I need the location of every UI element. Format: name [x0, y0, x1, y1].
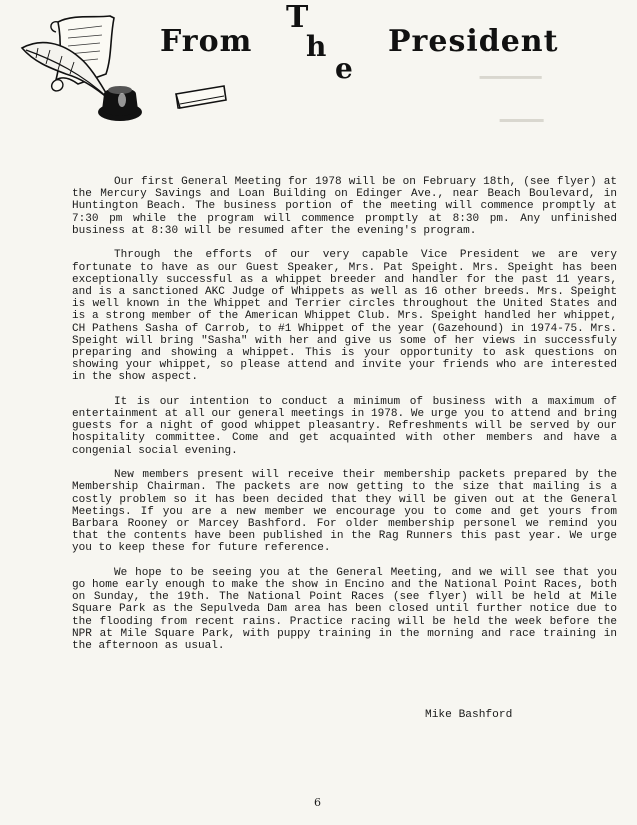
title-word-from: From	[160, 24, 253, 59]
paragraph-new-members: New members present will receive their membership packets prepared by the Membership Chairman. The packets are now getting to the size that mailing is a costly problem so it has been decided that they will be given out at the General Meetings. If you are a new member we encourage you to come and get yours from Barbara Rooney or Marcey Bashford. For older membership personel we remind you that the contents have been published in the Rag Runners this past year. We urge you to keep these for future reference.	[72, 469, 617, 555]
bleed-through-mark: ──	[500, 100, 544, 142]
title-letter-e: e	[335, 52, 353, 85]
page-number: 6	[314, 796, 321, 809]
letter-body	[72, 176, 617, 665]
bleed-through-mark: ───	[480, 58, 542, 98]
title-word-president: President	[388, 24, 559, 59]
paragraph-guest-speaker: Through the efforts of our very capable Vice President we are very fortunate to have as our Guest Speaker, Mrs. Pat Speight. Mrs. Speight has been exceptionally successful as a whippet breeder and handler for the past 11 years, and is a sanctioned AKC Judge of Whippets as well as 16 other breeds. Mrs. Speight is well known in the Whippet and Terrier circles throughout the United States and is a strong member of the American Whippet Club. Mrs. Speight handled her whippet, CH Pathens Sasha of Carrob, to #1 Whippet of the year (Gazehound) in 1974-75. Mrs. Speight will bring "Sasha" with her and give us some of her views in successfuly preparing and showing a whippet. This is your opportunity to ask questions on showing your whippet, so please attend and invite your friends who are interested in the show aspect.	[72, 249, 617, 384]
paragraph-entertainment: It is our intention to conduct a minimum of business with a maximum of entertainment at all our general meetings in 1978. We urge you to attend and bring guests for a night of good whippet pleasantry. Refreshments will be served by our hospitality committee. Come and get acquainted with other members and have a congenial social evening.	[72, 395, 617, 457]
signature: Mike Bashford	[425, 709, 513, 721]
paragraph-closing: We hope to be seeing you at the General Meeting, and we will see that you go home early enough to make the show in Encino and the National Point Races, both on Sunday, the 19th. The National Point Races (see flyer) will be held at Mile Square Park as the Sepulveda Dam area has been closed until further notice due to the flooding from recent rains. Practice racing will be held the week before the NPR at Mile Square Park, with puppy training in the morning and race training in the afternoon as usual.	[72, 566, 617, 653]
header	[0, 0, 637, 130]
paragraph-meeting-announcement: Our first General Meeting for 1978 will be on February 18th, (see flyer) at the Mercury Savings and Loan Building on Edinger Ave., near Beach Boulevard, in Huntington Beach. The business portion of the meeting will commence promptly at 7:30 pm while the program will commence promptly at 8:30 pm. Any unfinished business at 8:30 will be resumed after the evening's program.	[72, 176, 617, 237]
title-letter-t: T	[286, 0, 309, 35]
title-letter-h: h	[306, 30, 327, 63]
